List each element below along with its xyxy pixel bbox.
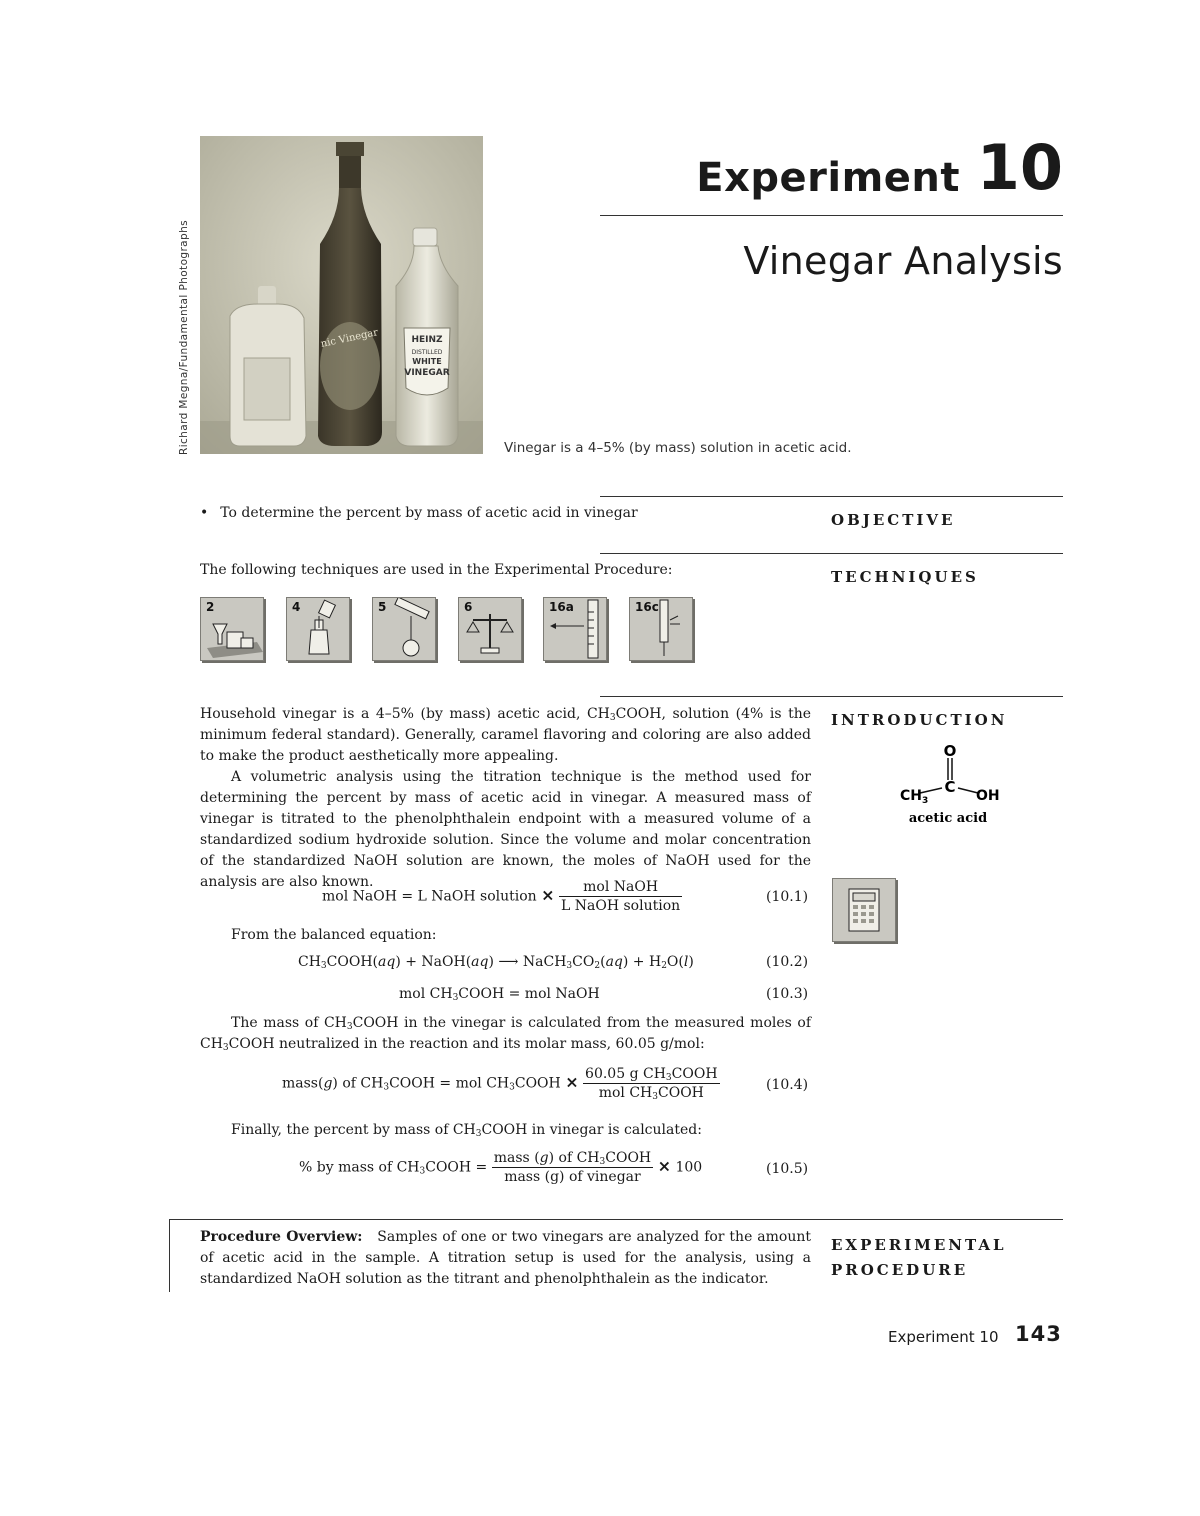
equation-10-4: mass(g) of $CH_3COOH$ = mol $CH_3COOH$ × $\frac{60.05 g CH_3COOH}{mol CH_3COOH}$ <box>282 1066 718 1102</box>
eq5-numerator: mass (g) of $CH_3COOH$ <box>493 1150 652 1167</box>
equation-10-2: $CH_3COOH(aq)$ + NaOH(aq) ⟶ $NaCH_3CO_2(aq) + H_2O(l)$ <box>298 954 694 971</box>
technique-icon-4[interactable] <box>286 597 350 661</box>
eq1-fraction <box>559 879 682 914</box>
procedure-overview-text: Samples of one or two vinegars are analyzed for the amount of acetic acid in the sample. A titration setup is used for the analysis, using a standardized NaOH solution as the titrant and phenolphthalein as the indicator. <box>200 1229 811 1287</box>
oxygen-atom: O <box>943 742 957 760</box>
technique-icon-2[interactable] <box>200 597 264 661</box>
svg-text:CH3 <box>900 788 928 806</box>
multiply-icon: × <box>541 885 555 905</box>
technique-number: 2 <box>206 600 215 614</box>
eq1-lhs: mol NaOH = L NaOH solution <box>322 888 537 905</box>
objective-heading: OBJECTIVE <box>831 511 956 529</box>
technique-icon-5[interactable] <box>372 597 436 661</box>
carbon-atom: C <box>944 778 956 796</box>
eq5-multiplier: 100 <box>675 1159 703 1176</box>
objective-rule <box>600 496 1063 497</box>
buret-reading-icon <box>544 598 606 660</box>
from-balanced-text: From the balanced equation: <box>231 927 437 943</box>
introduction-paragraphs <box>200 704 811 893</box>
eq1-numerator: mol NaOH <box>559 879 682 897</box>
vinegar-label: VINEGAR <box>404 368 450 378</box>
intro-paragraph-2: A volumetric analysis using the titration technique is the method used for determining the percent by mass of acetic acid in vinegar. A measured mass of vinegar is titrated to the phenolphthalein endpoint with a measured volume of a standardized sodium hydroxide solution. Since the volume and molar concentration of the standardized NaOH solution are known, the moles of NaOH used for the analysis are also known. <box>200 769 811 890</box>
methyl-group: CH <box>900 788 922 804</box>
procedure-rule <box>170 1219 1063 1220</box>
eq-number-10-2: (10.2) <box>766 954 809 970</box>
procedure-overview <box>200 1227 811 1290</box>
multiply-icon: × <box>657 1156 672 1176</box>
footer-label: Experiment 10 <box>888 1328 999 1346</box>
intro-paragraph-1: Household vinegar is a 4–5% (by mass) acetic acid, $CH_3COOH$, solution (4% is the minimum federal standard). Generally, caramel flavoring and coloring are also added to make the product aesthetically more appealing. <box>200 706 812 764</box>
technique-number: 4 <box>292 600 301 614</box>
technique-icon-6[interactable] <box>458 597 522 661</box>
procedure-heading-line-2: PROCEDURE <box>831 1261 969 1279</box>
technique-icon-16a[interactable] <box>543 597 607 661</box>
white-label: WHITE <box>412 357 442 366</box>
flask-pour-icon <box>373 598 435 660</box>
techniques-heading: TECHNIQUES <box>831 568 979 586</box>
title-rule <box>600 215 1063 216</box>
equation-10-1 <box>322 879 682 914</box>
wine-label-text: nic Vinegar <box>319 327 380 350</box>
titration-icon <box>630 598 692 660</box>
photo-caption: Vinegar is a 4–5% (by mass) solution in acetic acid. <box>504 440 852 456</box>
methyl-subscript: 3 <box>922 796 929 806</box>
acetic-acid-structure <box>880 738 1010 828</box>
calculator-icon <box>832 878 896 942</box>
eq5-fraction <box>492 1150 653 1185</box>
experiment-label: Experiment <box>696 155 960 201</box>
objective-text: To determine the percent by mass of acetic acid in vinegar <box>220 505 638 521</box>
introduction-rule <box>600 696 1063 697</box>
hydroxyl-group: OH <box>976 788 1000 804</box>
distilled-label: DISTILLED <box>411 349 443 356</box>
procedure-side-rule <box>169 1219 170 1292</box>
objective-bullet <box>200 503 638 524</box>
eq1-denominator: L NaOH solution <box>561 898 681 914</box>
photo-credit: Richard Megna/Fundamental Photographs <box>178 219 190 455</box>
procedure-heading <box>831 1233 1007 1283</box>
page-title: Vinegar Analysis <box>743 239 1063 283</box>
technique-number: 16c <box>635 600 659 614</box>
techniques-intro: The following techniques are used in the Experimental Procedure: <box>200 562 673 578</box>
experiment-number: 10 <box>976 131 1063 204</box>
bullet-icon: • <box>200 505 209 521</box>
balance-icon <box>459 598 521 660</box>
technique-number: 6 <box>464 600 473 614</box>
eq-number-10-4: (10.4) <box>766 1077 809 1093</box>
heinz-label: HEINZ <box>411 335 443 345</box>
acetic-acid-label: acetic acid <box>908 811 988 826</box>
technique-icon-16c[interactable] <box>629 597 693 661</box>
equation-10-3: mol $CH_3COOH$ = mol NaOH <box>399 986 600 1003</box>
finally-text: Finally, the percent by mass of $CH_3COOH$ in vinegar is calculated: <box>231 1122 702 1139</box>
eq5-denominator: mass (g) of vinegar <box>504 1169 641 1185</box>
mass-paragraph: The mass of $CH_3COOH$ in the vinegar is calculated from the measured moles of $CH_3COOH$ neutralized in the reaction and its molar mass, 60.05 g/mol: <box>200 1015 811 1053</box>
eq4-numerator: 60.05 g $CH_3COOH$ <box>585 1066 718 1083</box>
eq-number-10-5: (10.5) <box>766 1161 809 1177</box>
eq-number-10-1: (10.1) <box>766 889 809 905</box>
technique-number: 5 <box>378 600 387 614</box>
glassware-icon <box>201 598 263 660</box>
techniques-rule <box>600 553 1063 554</box>
eq4-denominator: mol $CH_3COOH$ <box>598 1085 704 1102</box>
eq4-fraction <box>583 1066 720 1101</box>
equation-10-5: % by mass of $CH_3COOH$ = $\frac{mass (g) of CH_3COOH}{\text{mass (g) of vinegar}}$ × 100 <box>299 1150 703 1185</box>
page-number: 143 <box>1015 1322 1062 1346</box>
procedure-overview-label: Procedure Overview: <box>200 1229 363 1245</box>
eq-number-10-3: (10.3) <box>766 986 809 1002</box>
vinegar-bottles-photo <box>200 136 483 454</box>
introduction-heading: INTRODUCTION <box>831 711 1008 729</box>
technique-number: 16a <box>549 600 574 614</box>
procedure-heading-line-1: EXPERIMENTAL <box>831 1236 1007 1254</box>
reagent-transfer-icon <box>287 598 349 660</box>
multiply-icon: × <box>565 1072 579 1092</box>
